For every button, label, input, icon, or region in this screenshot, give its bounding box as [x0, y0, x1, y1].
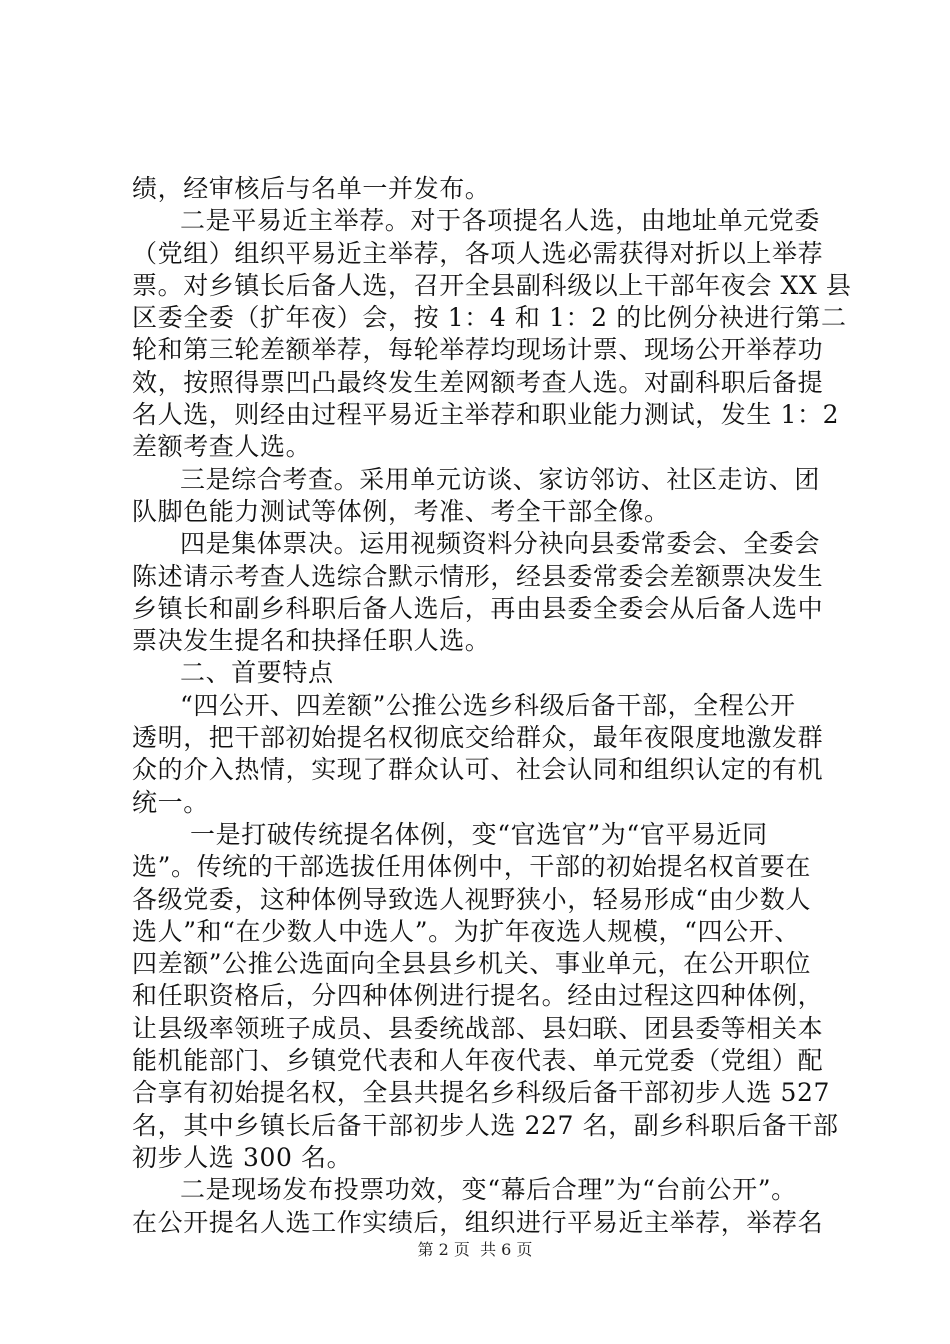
text-line: 四是集体票决。运用视频资料分袂向县委常委会、全委会 — [180, 529, 821, 559]
text-line: 合享有初始提名权，全县共提名乡科级后备干部初步人选 527 — [132, 1078, 831, 1108]
page-footer — [0, 1240, 950, 1260]
text-line: 四差额”公推公选面向全县县乡机关、事业单元，在公开职位 — [132, 949, 811, 979]
text-line: 区委全委（扩年夜）会，按 1：4 和 1：2 的比例分袂进行第二 — [132, 303, 847, 333]
text-line: 选”。传统的干部选拔任用体例中，干部的初始提名权首要在 — [132, 852, 811, 882]
text-line: 初步人选 300 名。 — [132, 1142, 353, 1172]
text-line: 透明，把干部初始提名权彻底交给群众，最年夜限度地激发群 — [132, 723, 824, 753]
text-line: 陈述请示考查人选综合默示情形，经县委常委会差额票决发生 — [132, 561, 824, 591]
text-line: 乡镇长和副乡科职后备人选后，再由县委全委会从后备人选中 — [132, 593, 824, 623]
text-line: 在公开提名人选工作实绩后，组织进行平易近主举荐，举荐名 — [132, 1207, 824, 1237]
section-heading: 二、首要特点 — [180, 658, 334, 688]
text-line: （党组）组织平易近主举荐，各项人选必需获得对折以上举荐 — [132, 238, 824, 268]
text-line: 绩，经审核后与名单一并发布。 — [132, 174, 491, 203]
text-line: 一是打破传统提名体例，变“官选官”为“官平易近同 — [190, 819, 768, 849]
text-line: 让县级率领班子成员、县委统战部、县妇联、团县委等相关本 — [132, 1013, 824, 1043]
text-line: 二是平易近主举荐。对于各项提名人选，由地址单元党委 — [180, 206, 821, 236]
text-line: 队脚色能力测试等体例，考准、考全干部全像。 — [132, 496, 670, 526]
text-line: 轮和第三轮差额举荐，每轮举荐均现场计票、现场公开举荐功 — [132, 335, 824, 365]
text-line: 能机能部门、乡镇党代表和人年夜代表、单元党委（党组）配 — [132, 1046, 824, 1076]
text-line: 各级党委，这种体例导致选人视野狭小，轻易形成“由少数人 — [132, 884, 811, 914]
text-line: 票。对乡镇长后备人选，召开全县副科级以上干部年夜会 XX 县 — [132, 270, 852, 300]
text-line: 统一。 — [132, 787, 209, 817]
text-line: 票决发生提名和抉择任职人选。 — [132, 626, 491, 656]
text-line: 二是现场发布投票功效，变“幕后合理”为“台前公开”。 — [180, 1175, 797, 1205]
text-line: 众的介入热情，实现了群众认可、社会认同和组织认定的有机 — [132, 755, 824, 785]
text-line: 选人”和“在少数人中选人”。为扩年夜选人规模，“四公开、 — [132, 916, 800, 946]
page-number: 第 2 页 共 6 页 — [417, 1240, 533, 1259]
document-body — [132, 173, 852, 1239]
text-line: “四公开、四差额”公推公选乡科级后备干部，全程公开 — [180, 690, 796, 720]
text-line: 和任职资格后，分四种体例进行提名。经由过程这四种体例， — [132, 981, 824, 1011]
text-line: 效，按照得票凹凸最终发生差网额考查人选。对副科职后备提 — [132, 367, 824, 397]
text-line: 三是综合考查。采用单元访谈、家访邻访、社区走访、团 — [180, 464, 821, 494]
text-line: 差额考查人选。 — [132, 432, 312, 462]
text-line: 名人选，则经由过程平易近主举荐和职业能力测试，发生 1：2 — [132, 400, 840, 430]
text-line: 名，其中乡镇长后备干部初步人选 227 名，副乡科职后备干部 — [132, 1110, 839, 1140]
